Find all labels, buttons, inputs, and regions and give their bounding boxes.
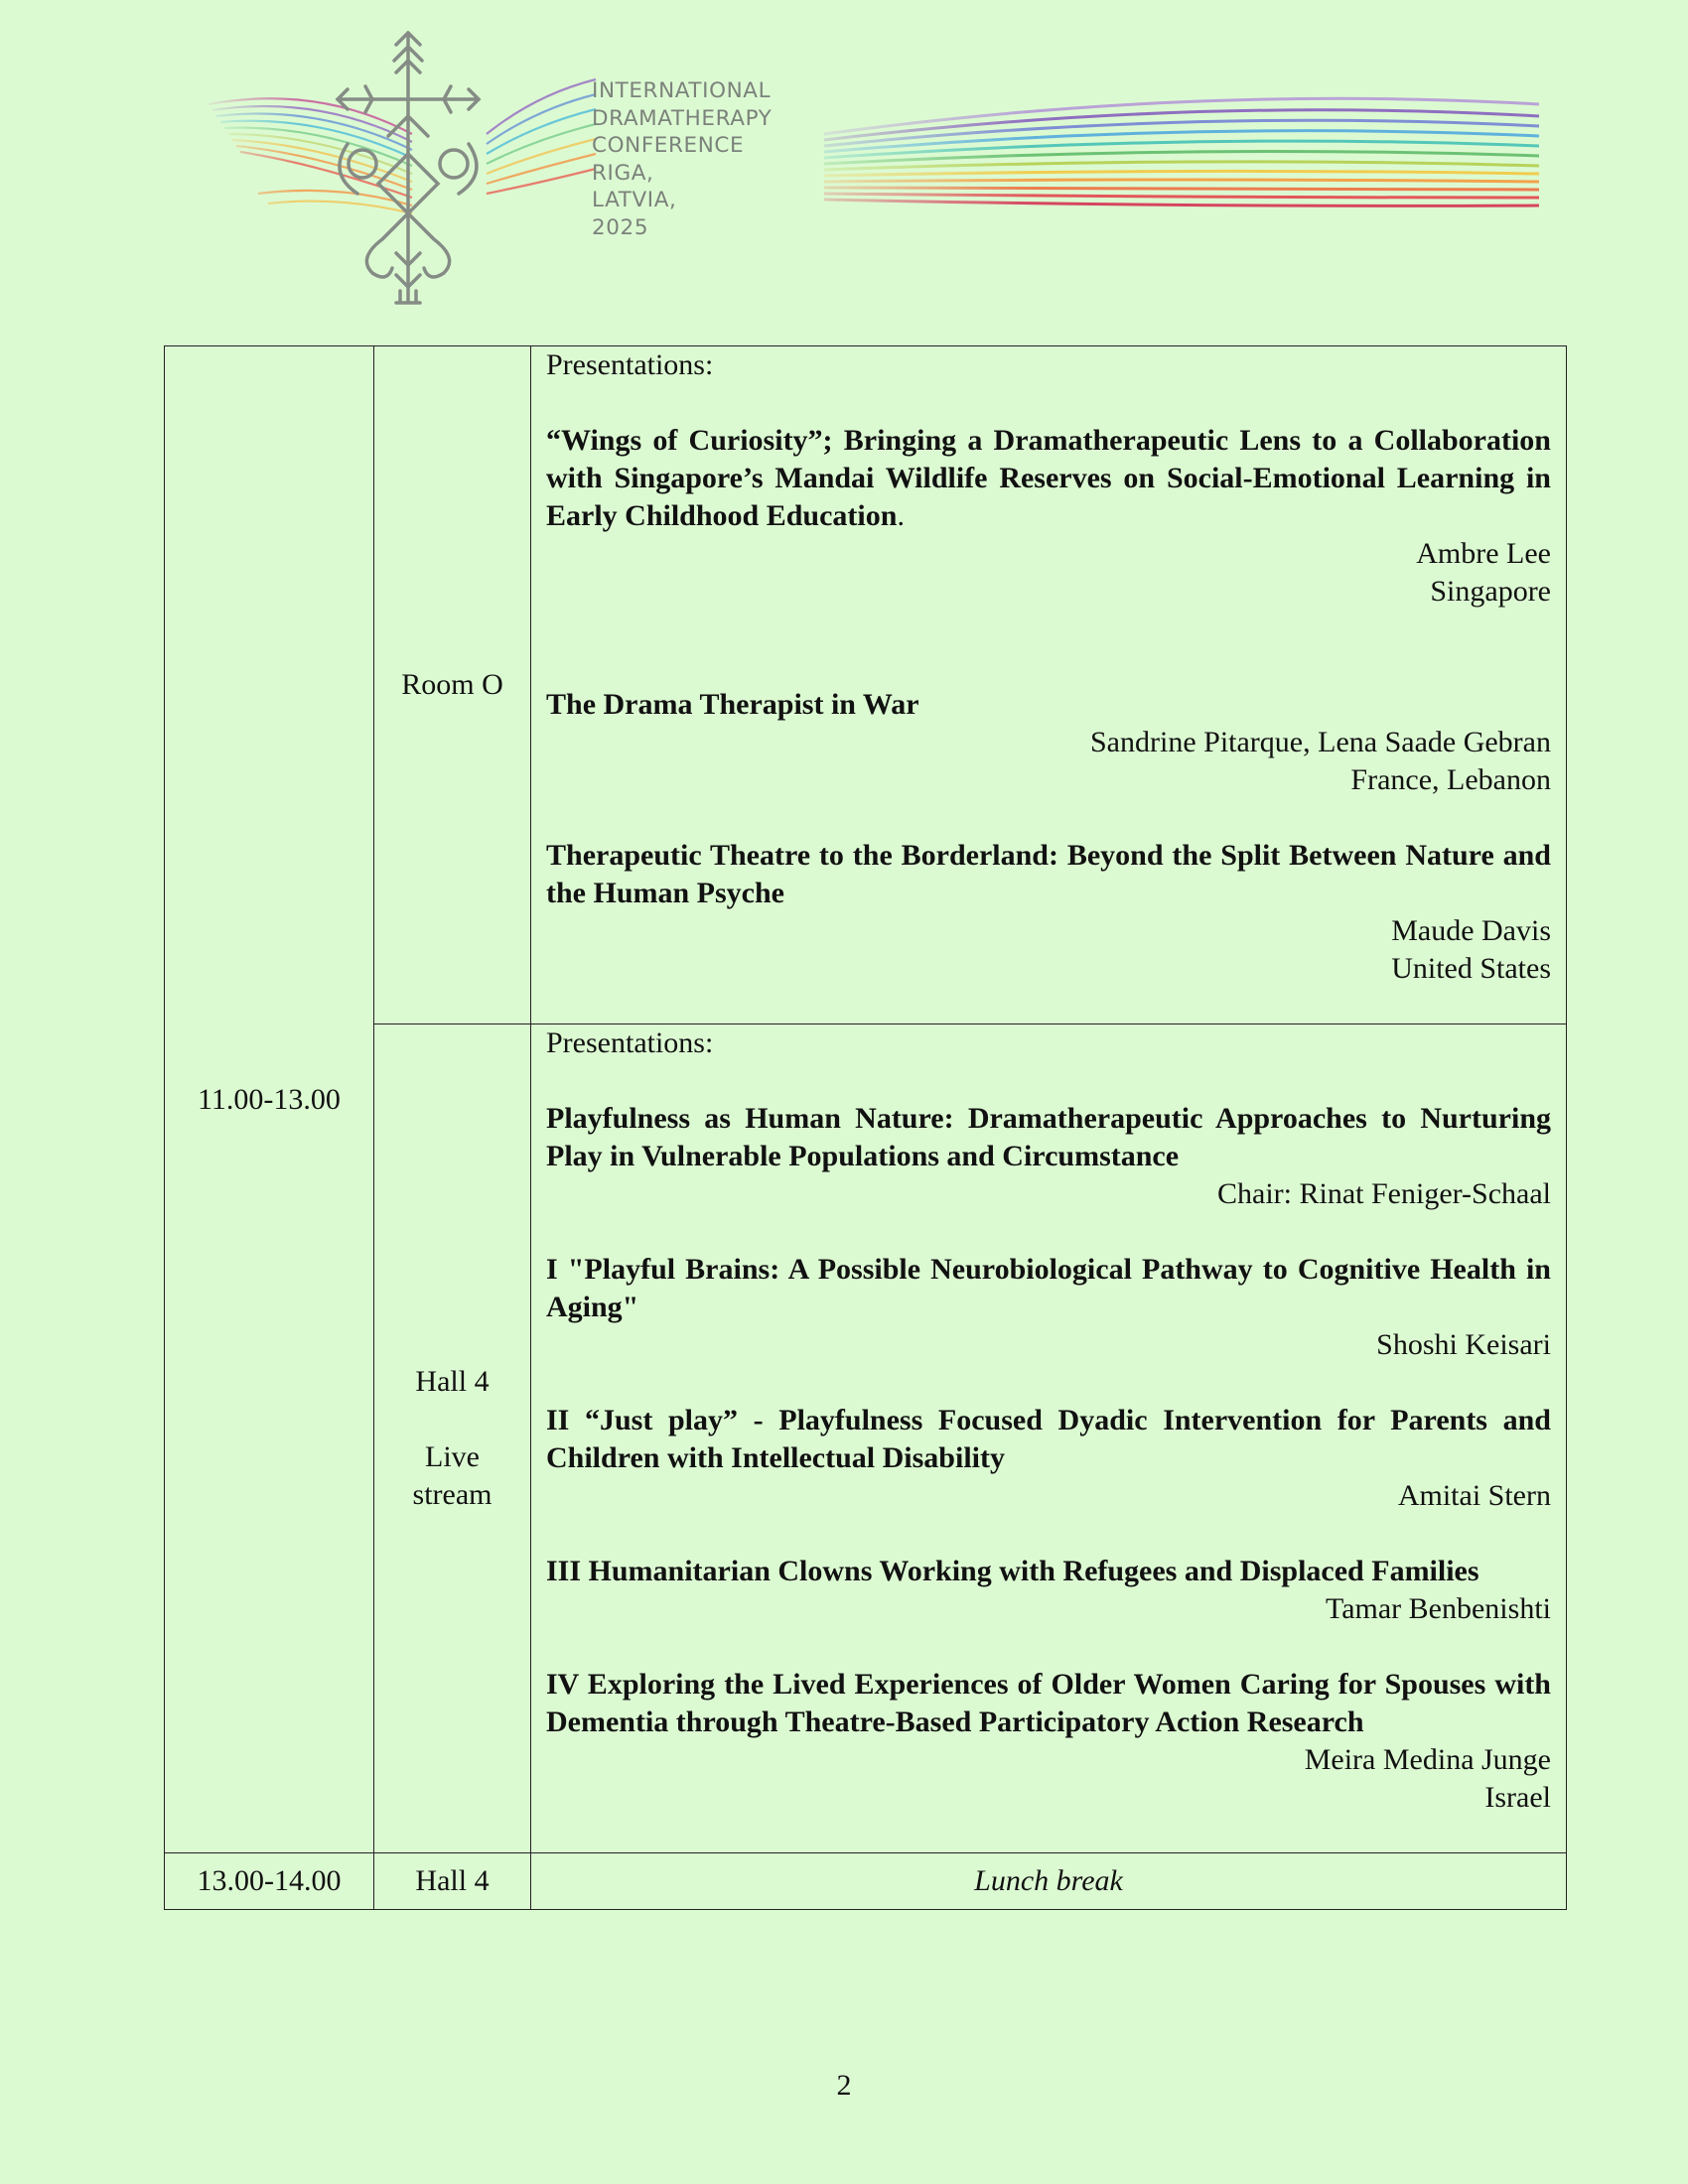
- presentation-item: [546, 1553, 1551, 1628]
- presenter-name: Maude Davis: [1391, 914, 1551, 947]
- presenter-country: Israel: [1484, 1781, 1551, 1814]
- presenter-name: Amitai Stern: [1397, 1479, 1551, 1512]
- time-cell: 13.00-14.00: [165, 1853, 374, 1910]
- conference-title: [592, 77, 772, 241]
- panel-item: [546, 1100, 1551, 1213]
- presenter-country: United States: [1391, 952, 1551, 985]
- conference-banner: [199, 25, 1549, 313]
- presentation-title: IV Exploring the Lived Experiences of Older Women Caring for Spouses with Dementia through Theatre-Based Participatory Action Research: [546, 1668, 1551, 1738]
- conference-title-line: DRAMATHERAPY: [592, 105, 773, 131]
- conference-title-line: LATVIA,: [592, 188, 677, 212]
- presentation-item: [546, 422, 1551, 611]
- schedule-row: [165, 1853, 1567, 1910]
- presentation-item: [546, 837, 1551, 988]
- lunch-break: Lunch break: [531, 1853, 1567, 1910]
- presentation-title-text: “Wings of Curiosity”; Bringing a Dramatherapeutic Lens to a Collaboration with Singapore’s Mandai Wildlife Reserves on Social-Emotional Learning in Early Childhood Education: [546, 424, 1551, 532]
- room-cell: Room O: [374, 346, 531, 1024]
- room-cell: Hall 4: [374, 1853, 531, 1910]
- room-cell: [374, 1024, 531, 1853]
- presenter-name: Meira Medina Junge: [1304, 1743, 1551, 1776]
- presenter-name: Ambre Lee: [1416, 537, 1551, 570]
- presenter-country: Singapore: [1430, 575, 1551, 608]
- program-cell: [531, 346, 1567, 1024]
- livestream-note: Live stream: [412, 1440, 492, 1511]
- rainbow-wave-graphic: [199, 25, 1549, 313]
- presentation-title: II “Just play” - Playfulness Focused Dyadic Intervention for Parents and Children with Intellectual Disability: [546, 1404, 1551, 1474]
- presenter-name: Shoshi Keisari: [1376, 1328, 1551, 1361]
- conference-title-line: CONFERENCE: [592, 133, 745, 158]
- panel-title: Playfulness as Human Nature: Dramatherapeutic Approaches to Nurturing Play in Vulnerable Populations and Circumstance: [546, 1102, 1551, 1172]
- conference-title-line: 2025: [592, 214, 649, 240]
- presentation-title: The Drama Therapist in War: [546, 688, 919, 721]
- presentation-item: [546, 686, 1551, 799]
- schedule-row: [165, 346, 1567, 1024]
- program-cell: [531, 1024, 1567, 1853]
- schedule-row: [165, 1024, 1567, 1853]
- presentation-title-suffix: .: [897, 499, 905, 532]
- conference-title-line: INTERNATIONAL: [592, 78, 772, 103]
- room-name: Hall 4: [415, 1365, 490, 1398]
- session-heading: Presentations:: [546, 1026, 714, 1059]
- session-heading: Presentations:: [546, 348, 714, 381]
- page-number: 2: [836, 2069, 852, 2102]
- presentation-title: I "Playful Brains: A Possible Neurobiological Pathway to Cognitive Health in Aging": [546, 1253, 1551, 1323]
- presentation-title: Therapeutic Theatre to the Borderland: Beyond the Split Between Nature and the Human Psyche: [546, 839, 1551, 909]
- presentation-title: [546, 422, 1551, 535]
- panel-chair: Chair: Rinat Feniger-Schaal: [1217, 1177, 1551, 1210]
- schedule-table: [164, 345, 1567, 1910]
- presentation-item: [546, 1666, 1551, 1817]
- presentation-item: [546, 1402, 1551, 1515]
- presenter-name: Sandrine Pitarque, Lena Saade Gebran: [1090, 726, 1551, 758]
- presentation-item: [546, 1251, 1551, 1364]
- presentation-title: III Humanitarian Clowns Working with Refugees and Displaced Families: [546, 1555, 1479, 1587]
- time-cell: 11.00-13.00: [165, 346, 374, 1853]
- presenter-country: France, Lebanon: [1350, 763, 1551, 796]
- presenter-name: Tamar Benbenishti: [1325, 1592, 1551, 1625]
- conference-title-line: RIGA,: [592, 160, 654, 186]
